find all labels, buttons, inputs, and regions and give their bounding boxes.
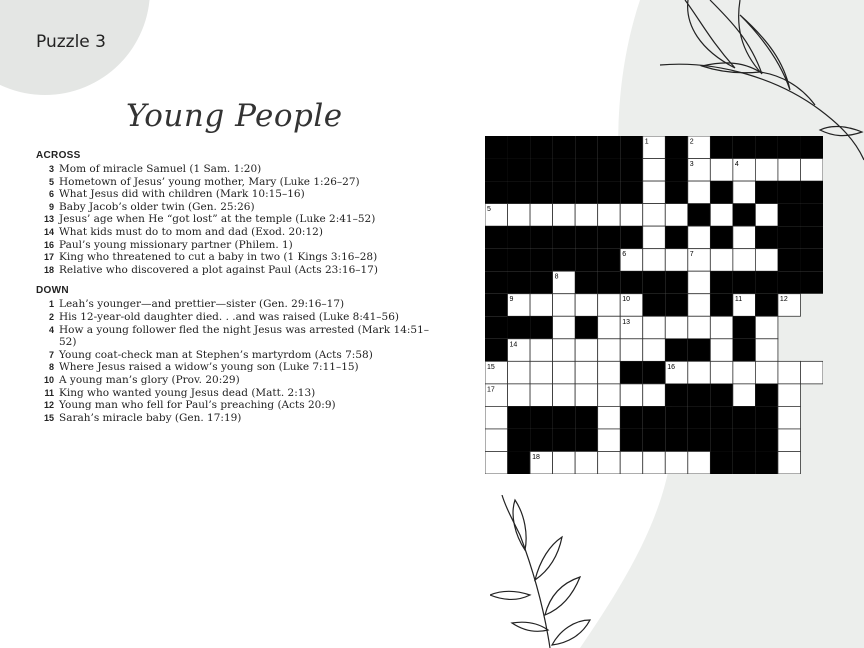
answer-cell[interactable]	[688, 451, 711, 474]
cell-number: 1	[644, 138, 649, 146]
down-clue	[36, 349, 436, 362]
black-cell	[620, 271, 643, 294]
answer-cell[interactable]	[733, 249, 756, 272]
answer-cell[interactable]	[778, 406, 801, 429]
answer-cell[interactable]	[575, 294, 598, 317]
clue-number: 16	[43, 239, 54, 250]
clue-text: King who wanted young Jesus dead (Matt. 2:13)	[59, 386, 316, 399]
answer-cell[interactable]	[688, 316, 711, 339]
answer-cell[interactable]	[778, 451, 801, 474]
across-clue	[36, 163, 436, 176]
clue-number: 12	[43, 400, 54, 411]
answer-cell[interactable]	[553, 204, 576, 227]
answer-cell[interactable]	[620, 339, 643, 362]
black-cell	[733, 339, 756, 362]
answer-cell[interactable]	[800, 361, 823, 384]
clue-text: What Jesus did with children (Mark 10:15–16)	[59, 188, 305, 201]
answer-cell[interactable]	[688, 226, 711, 249]
leaf-branch-top-icon	[640, 0, 864, 190]
black-cell	[778, 226, 801, 249]
cell-number: 5	[487, 206, 491, 214]
down-clue	[36, 387, 436, 400]
answer-cell[interactable]	[643, 451, 666, 474]
answer-cell[interactable]	[530, 339, 553, 362]
cell-number: 7	[689, 251, 694, 259]
answer-cell[interactable]	[778, 384, 801, 407]
black-cell	[710, 384, 733, 407]
black-cell	[710, 406, 733, 429]
answer-cell[interactable]	[755, 204, 778, 227]
black-cell	[665, 406, 688, 429]
cell-number: 4	[734, 161, 739, 169]
clue-text: King who threatened to cut a baby in two (1 Kings 3:16–28)	[59, 251, 378, 264]
black-cell	[508, 406, 531, 429]
black-cell	[508, 316, 531, 339]
answer-cell[interactable]	[598, 316, 621, 339]
clue-text: A young man’s glory (Prov. 20:29)	[59, 373, 240, 386]
black-cell	[733, 429, 756, 452]
black-cell	[530, 429, 553, 452]
answer-cell[interactable]	[643, 384, 666, 407]
black-cell	[530, 226, 553, 249]
clue-text: Leah’s younger—and prettier—sister (Gen. 29:16–17)	[59, 298, 345, 311]
answer-cell[interactable]	[485, 429, 508, 452]
black-cell	[575, 249, 598, 272]
clue-number: 10	[43, 374, 54, 385]
down-heading: DOWN	[36, 285, 69, 297]
answer-cell[interactable]	[710, 316, 733, 339]
clue-number: 6	[48, 189, 54, 200]
down-clues	[36, 298, 436, 424]
answer-cell[interactable]	[620, 451, 643, 474]
black-cell	[598, 249, 621, 272]
answer-cell[interactable]	[733, 226, 756, 249]
cell-number: 11	[734, 296, 743, 304]
black-cell	[755, 271, 778, 294]
clue-text: What kids must do to mom and dad (Exod. 20:12)	[59, 225, 323, 238]
clue-number: 9	[48, 201, 54, 212]
cell-number: 12	[779, 296, 788, 304]
answer-cell[interactable]	[598, 361, 621, 384]
down-clue	[36, 361, 436, 374]
black-cell	[553, 249, 576, 272]
black-cell	[485, 271, 508, 294]
answer-cell[interactable]	[755, 249, 778, 272]
answer-cell[interactable]	[620, 204, 643, 227]
cell-number: 16	[667, 363, 676, 371]
answer-cell[interactable]	[598, 384, 621, 407]
answer-cell[interactable]	[508, 361, 531, 384]
across-clue	[36, 251, 436, 264]
answer-cell[interactable]	[598, 451, 621, 474]
black-cell	[553, 406, 576, 429]
answer-cell[interactable]	[665, 316, 688, 339]
answer-cell[interactable]	[643, 249, 666, 272]
black-cell	[755, 429, 778, 452]
clue-number: 5	[48, 176, 54, 187]
black-cell	[688, 339, 711, 362]
answer-cell[interactable]	[710, 249, 733, 272]
black-cell	[733, 316, 756, 339]
clue-number: 15	[43, 412, 54, 423]
black-cell	[755, 451, 778, 474]
black-cell	[508, 136, 531, 159]
answer-cell[interactable]	[710, 204, 733, 227]
across-heading: ACROSS	[36, 150, 81, 161]
black-cell	[800, 204, 823, 227]
across-clue	[36, 226, 436, 239]
answer-cell[interactable]	[665, 249, 688, 272]
black-cell	[710, 294, 733, 317]
across-clues	[36, 163, 436, 276]
clue-number: 14	[43, 226, 54, 237]
answer-cell[interactable]	[598, 429, 621, 452]
cell-number: 13	[622, 318, 630, 326]
answer-cell[interactable]	[553, 451, 576, 474]
answer-cell[interactable]	[755, 339, 778, 362]
black-cell	[778, 249, 801, 272]
black-cell	[688, 384, 711, 407]
answer-cell[interactable]	[553, 294, 576, 317]
black-cell	[575, 226, 598, 249]
clue-number: 3	[48, 164, 54, 174]
black-cell	[575, 136, 598, 159]
answer-cell[interactable]	[575, 204, 598, 227]
black-cell	[553, 159, 576, 182]
answer-cell[interactable]	[598, 204, 621, 227]
across-clue	[36, 176, 436, 189]
answer-cell[interactable]	[643, 316, 666, 339]
answer-cell[interactable]	[710, 361, 733, 384]
black-cell	[710, 451, 733, 474]
black-cell	[508, 429, 531, 452]
black-cell	[688, 204, 711, 227]
black-cell	[665, 226, 688, 249]
black-cell	[620, 406, 643, 429]
leaf-branch-bottom-icon	[490, 495, 610, 648]
clue-text: Where Jesus raised a widow’s young son (Luke 7:11–15)	[59, 361, 359, 374]
clue-number: 18	[43, 264, 54, 275]
down-clue	[36, 311, 436, 324]
answer-cell[interactable]	[530, 361, 553, 384]
black-cell	[530, 181, 553, 204]
clue-text: Sarah’s miracle baby (Gen. 17:19)	[59, 411, 242, 424]
answer-cell[interactable]	[688, 294, 711, 317]
black-cell	[530, 136, 553, 159]
down-clue	[36, 324, 436, 349]
clue-text: Young man who fell for Paul’s preaching (Acts 20:9)	[59, 399, 336, 412]
down-clue	[36, 399, 436, 412]
answer-cell[interactable]	[688, 361, 711, 384]
black-cell	[733, 204, 756, 227]
black-cell	[508, 226, 531, 249]
across-clue	[36, 213, 436, 226]
black-cell	[598, 136, 621, 159]
cell-number: 10	[622, 296, 630, 304]
clue-number: 4	[48, 324, 54, 335]
across-clue	[36, 188, 436, 201]
black-cell	[598, 226, 621, 249]
across-clue	[36, 201, 436, 214]
answer-cell[interactable]	[755, 316, 778, 339]
clue-text: Baby Jacob’s older twin (Gen. 25:26)	[59, 200, 255, 213]
black-cell	[530, 249, 553, 272]
black-cell	[665, 429, 688, 452]
answer-cell[interactable]	[575, 339, 598, 362]
page-title: Young People	[126, 98, 343, 134]
clue-text: Paul’s young missionary partner (Philem. 1)	[59, 238, 293, 251]
answer-cell[interactable]	[530, 294, 553, 317]
answer-cell[interactable]	[575, 384, 598, 407]
black-cell	[508, 451, 531, 474]
black-cell	[508, 249, 531, 272]
answer-cell[interactable]	[530, 384, 553, 407]
black-cell	[665, 339, 688, 362]
black-cell	[553, 181, 576, 204]
black-cell	[755, 384, 778, 407]
clue-number: 7	[48, 349, 54, 360]
answer-cell[interactable]	[643, 204, 666, 227]
clue-list	[36, 149, 436, 424]
black-cell	[598, 159, 621, 182]
across-clue	[36, 264, 436, 277]
black-cell	[530, 159, 553, 182]
black-cell	[553, 226, 576, 249]
clue-text: Mom of miracle Samuel (1 Sam. 1:20)	[59, 163, 262, 175]
cell-number: 8	[554, 273, 559, 281]
answer-cell[interactable]	[598, 406, 621, 429]
clue-number: 13	[43, 214, 54, 225]
clue-text: Relative who discovered a plot against Paul (Acts 23:16–17)	[59, 263, 378, 276]
black-cell	[485, 339, 508, 362]
black-cell	[485, 294, 508, 317]
black-cell	[755, 226, 778, 249]
black-cell	[733, 451, 756, 474]
black-cell	[710, 226, 733, 249]
answer-cell[interactable]	[485, 406, 508, 429]
black-cell	[665, 294, 688, 317]
cell-number: 6	[622, 251, 627, 259]
cell-number: 18	[532, 453, 540, 461]
black-cell	[665, 271, 688, 294]
answer-cell[interactable]	[553, 384, 576, 407]
clue-number: 17	[43, 252, 54, 263]
cell-number: 15	[487, 363, 495, 371]
cell-number: 2	[689, 138, 694, 146]
black-cell	[530, 316, 553, 339]
answer-cell[interactable]	[755, 361, 778, 384]
black-cell	[620, 429, 643, 452]
black-cell	[800, 249, 823, 272]
black-cell	[575, 406, 598, 429]
answer-cell[interactable]	[598, 294, 621, 317]
answer-cell[interactable]	[553, 339, 576, 362]
down-clue	[36, 374, 436, 387]
black-cell	[688, 429, 711, 452]
black-cell	[710, 429, 733, 452]
black-cell	[643, 361, 666, 384]
black-cell	[485, 249, 508, 272]
answer-cell[interactable]	[575, 361, 598, 384]
black-cell	[530, 271, 553, 294]
black-cell	[643, 294, 666, 317]
clue-number: 8	[48, 362, 54, 373]
answer-cell[interactable]	[598, 339, 621, 362]
black-cell	[688, 406, 711, 429]
answer-cell[interactable]	[688, 271, 711, 294]
black-cell	[530, 406, 553, 429]
answer-cell[interactable]	[733, 361, 756, 384]
answer-cell[interactable]	[508, 384, 531, 407]
answer-cell[interactable]	[553, 316, 576, 339]
black-cell	[800, 226, 823, 249]
black-cell	[800, 271, 823, 294]
down-clue	[36, 412, 436, 425]
black-cell	[575, 316, 598, 339]
answer-cell[interactable]	[508, 204, 531, 227]
black-cell	[620, 361, 643, 384]
answer-cell[interactable]	[778, 429, 801, 452]
black-cell	[598, 181, 621, 204]
answer-cell[interactable]	[643, 339, 666, 362]
answer-cell[interactable]	[530, 204, 553, 227]
black-cell	[710, 271, 733, 294]
black-cell	[778, 271, 801, 294]
clue-number: 1	[48, 299, 54, 310]
answer-cell[interactable]	[733, 384, 756, 407]
black-cell	[733, 271, 756, 294]
answer-cell[interactable]	[778, 361, 801, 384]
clue-text: How a young follower fled the night Jesus was arrested (Mark 14:51–52)	[59, 323, 430, 349]
black-cell	[508, 159, 531, 182]
black-cell	[508, 181, 531, 204]
black-cell	[485, 181, 508, 204]
answer-cell[interactable]	[553, 361, 576, 384]
cell-number: 14	[509, 341, 518, 349]
answer-cell[interactable]	[710, 339, 733, 362]
black-cell	[485, 226, 508, 249]
clue-text: Young coat-check man at Stephen’s martyrdom (Acts 7:58)	[59, 348, 373, 361]
black-cell	[755, 294, 778, 317]
cell-number: 3	[689, 161, 694, 169]
black-cell	[643, 271, 666, 294]
puzzle-label: Puzzle 3	[36, 32, 106, 52]
answer-cell[interactable]	[620, 384, 643, 407]
clue-text: Hometown of Jesus’ young mother, Mary (Luke 1:26–27)	[59, 175, 360, 188]
across-clue	[36, 239, 436, 252]
answer-cell[interactable]	[485, 451, 508, 474]
clue-text: His 12-year-old daughter died. . .and was raised (Luke 8:41–56)	[59, 310, 399, 323]
black-cell	[575, 429, 598, 452]
black-cell	[598, 271, 621, 294]
black-cell	[643, 429, 666, 452]
black-cell	[778, 204, 801, 227]
black-cell	[643, 406, 666, 429]
down-clue	[36, 298, 436, 311]
cell-number: 17	[487, 386, 495, 394]
clue-number: 2	[48, 311, 54, 322]
black-cell	[733, 406, 756, 429]
answer-cell[interactable]	[643, 226, 666, 249]
black-cell	[665, 384, 688, 407]
black-cell	[575, 271, 598, 294]
black-cell	[575, 181, 598, 204]
answer-cell[interactable]	[575, 451, 598, 474]
black-cell	[575, 159, 598, 182]
answer-cell[interactable]	[665, 451, 688, 474]
black-cell	[755, 406, 778, 429]
black-cell	[620, 226, 643, 249]
black-cell	[485, 316, 508, 339]
black-cell	[553, 136, 576, 159]
black-cell	[553, 429, 576, 452]
black-cell	[485, 136, 508, 159]
black-cell	[508, 271, 531, 294]
black-cell	[485, 159, 508, 182]
answer-cell[interactable]	[665, 204, 688, 227]
cell-number: 9	[509, 296, 514, 304]
clue-number: 11	[44, 387, 54, 398]
clue-text: Jesus’ age when He “got lost” at the temple (Luke 2:41–52)	[59, 213, 376, 226]
